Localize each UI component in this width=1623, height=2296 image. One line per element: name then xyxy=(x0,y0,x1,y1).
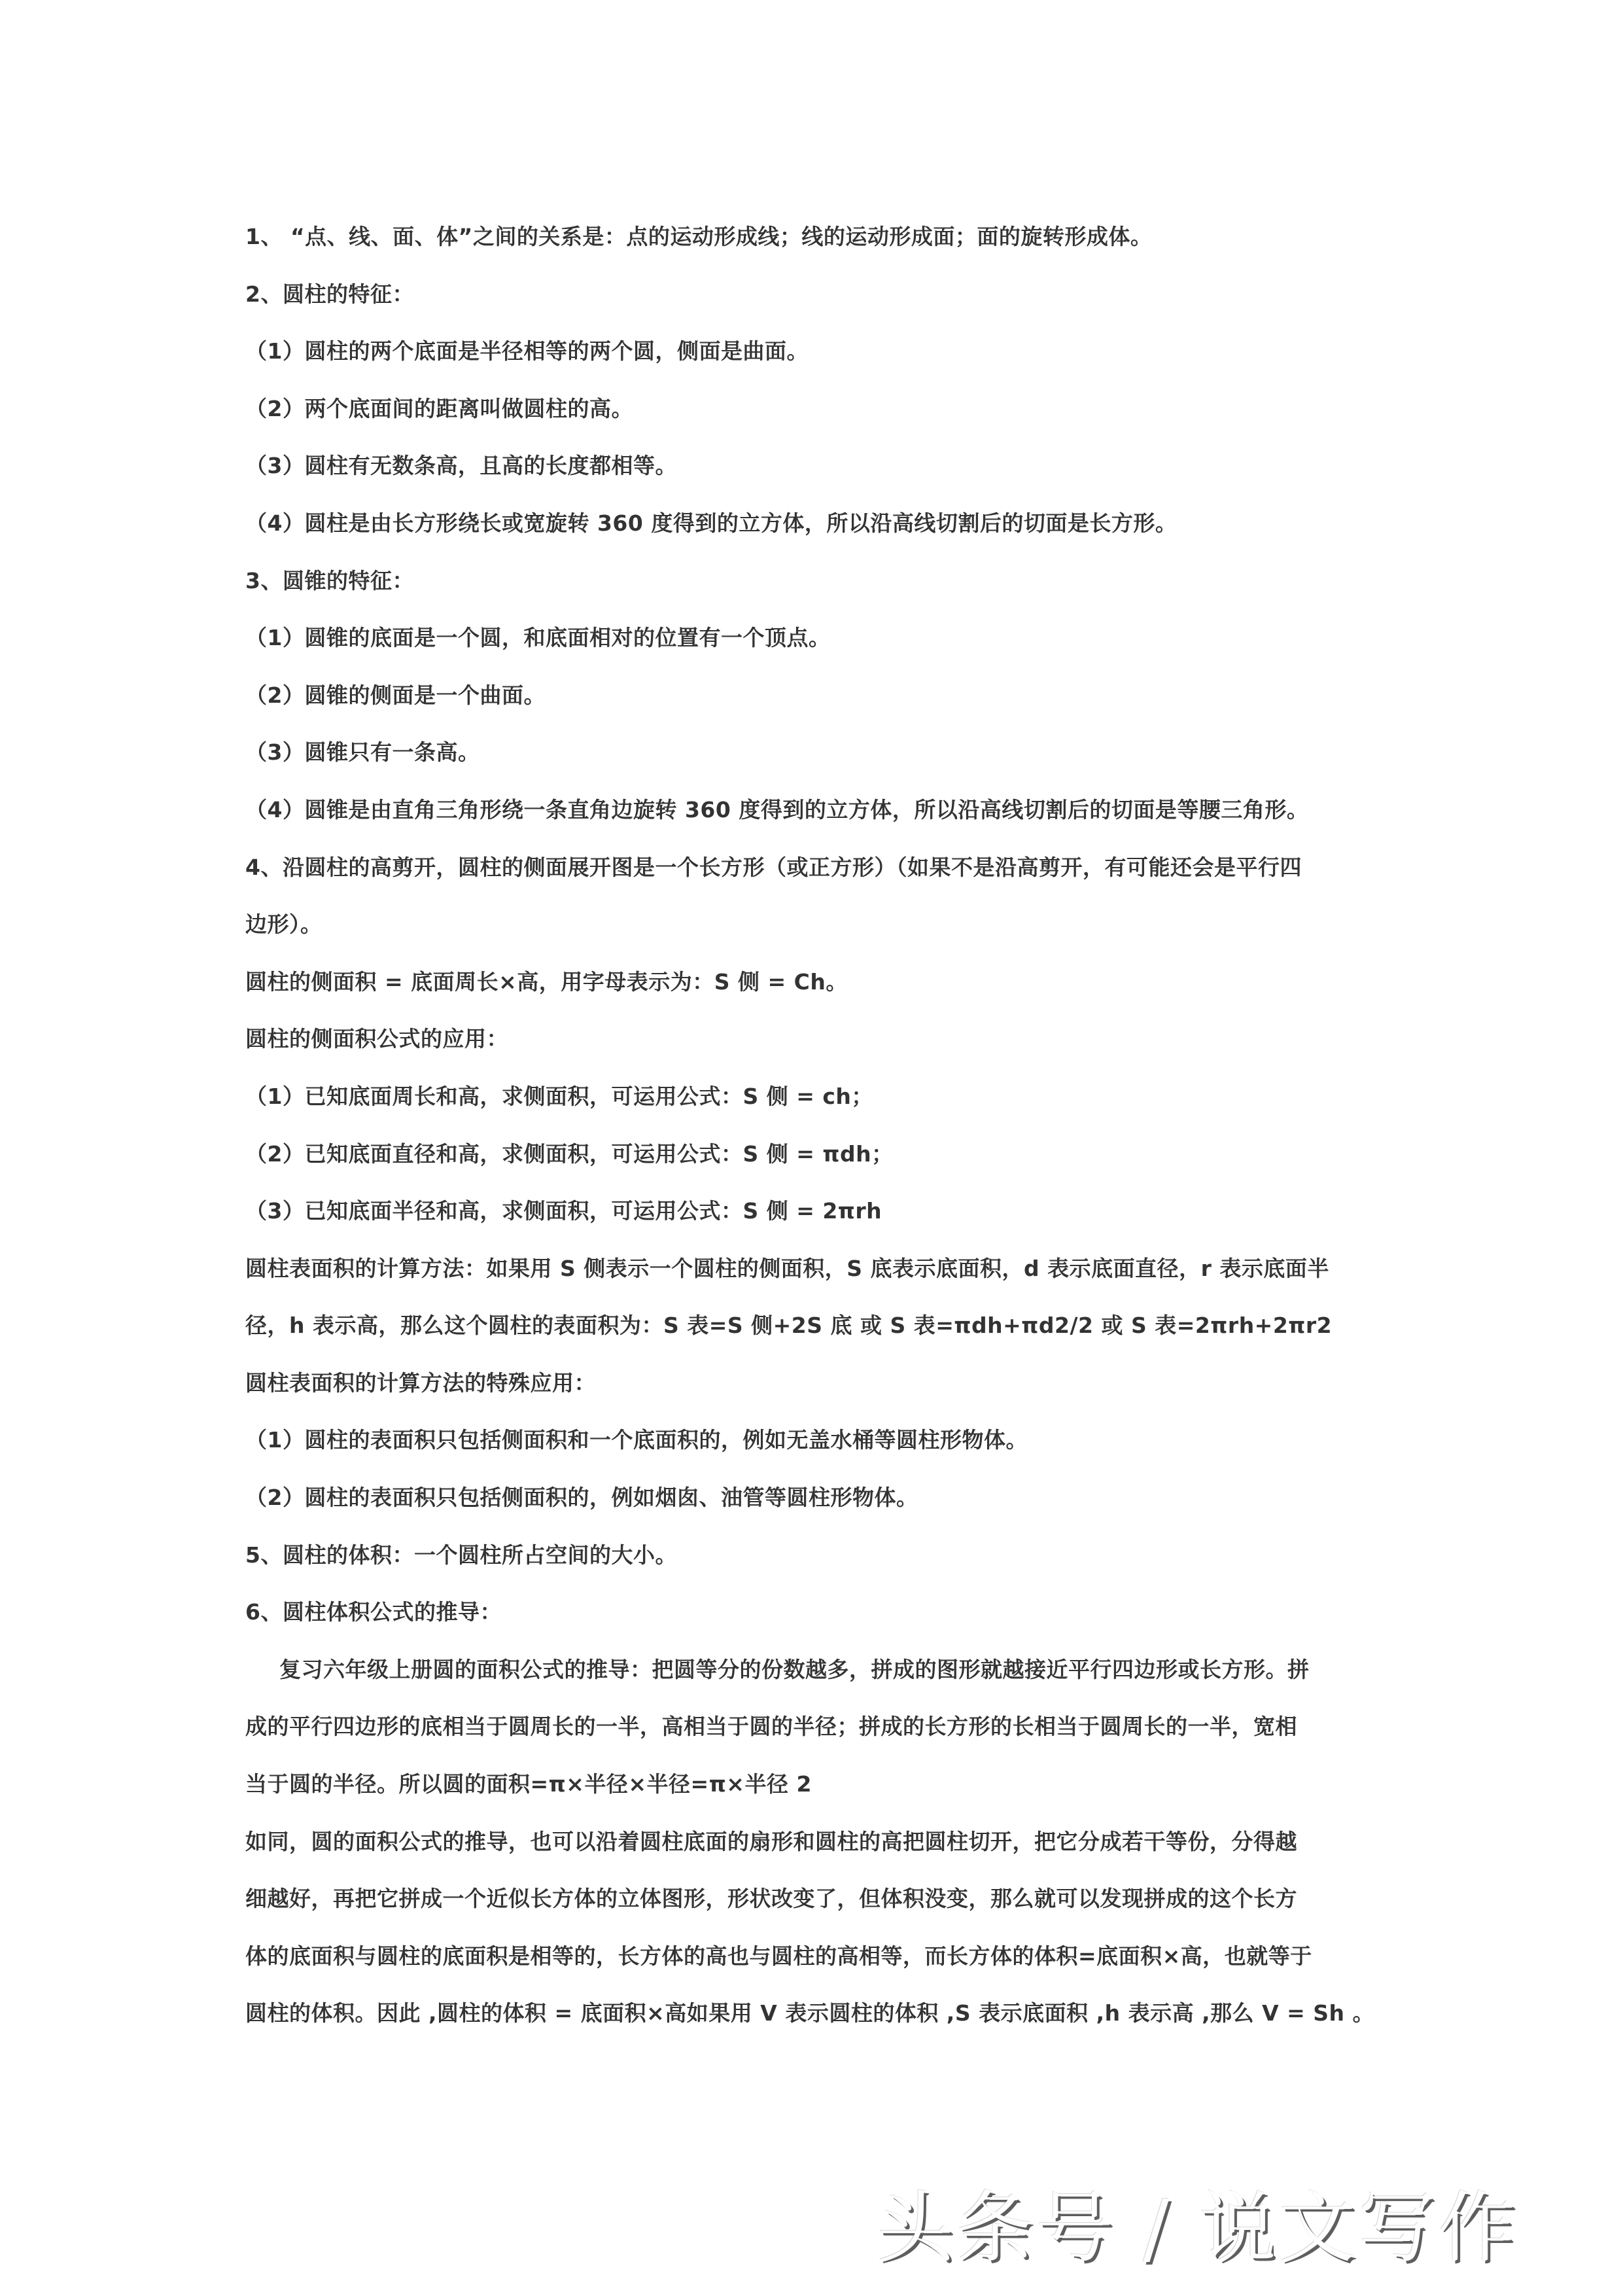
volume-formula: 圆柱的体积。因此 ,圆柱的体积 = 底面积×高如果用 V 表示圆柱的体积 ,S 表示底面积 ,h 表示高 ,那么 V = Sh 。 xyxy=(245,2000,1375,2026)
heading-cylinder-features: 2、圆柱的特征： xyxy=(245,281,414,307)
lateral-area-app-1: （1）已知底面周长和高，求侧面积，可运用公式：S 侧 = ch； xyxy=(245,1083,873,1109)
cone-feature-1: （1）圆锥的底面是一个圆，和底面相对的位置有一个顶点。 xyxy=(245,625,831,651)
cone-feature-4: （4）圆锥是由直角三角形绕一条直角边旋转 360 度得到的立方体，所以沿高线切割后的切面是等腰三角形。 xyxy=(245,796,1309,822)
lateral-unfold-text: 4、沿圆柱的高剪开，圆柱的侧面展开图是一个长方形（或正方形）（如果不是沿高剪开，有可能还会是平行四 xyxy=(245,854,1302,880)
surface-area-method: 圆柱表面积的计算方法：如果用 S 侧表示一个圆柱的侧面积，S 底表示底面积，d 表示底面直径，r 表示底面半 xyxy=(245,1255,1329,1281)
lateral-area-formula: 圆柱的侧面积 = 底面周长×高，用字母表示为：S 侧 = Ch。 xyxy=(245,968,848,995)
surface-area-special-2: （2）圆柱的表面积只包括侧面积的，例如烟囱、油管等圆柱形物体。 xyxy=(245,1485,918,1511)
heading-volume-derivation: 6、圆柱体积公式的推导： xyxy=(245,1599,502,1625)
volume-derivation-cont-1: 细越好，再把它拼成一个近似长方体的立体图形，形状改变了，但体积没变，那么就可以发现拼成的这个长方 xyxy=(245,1886,1297,1912)
heading-surface-area-special: 圆柱表面积的计算方法的特殊应用： xyxy=(245,1369,596,1396)
cylinder-feature-4: （4）圆柱是由长方形绕长或宽旋转 360 度得到的立方体，所以沿高线切割后的切面是长方形。 xyxy=(245,510,1178,536)
lateral-area-app-3: （3）已知底面半径和高，求侧面积，可运用公式：S 侧 = 2πrh xyxy=(245,1198,882,1224)
volume-derivation-cont-2: 体的底面积与圆柱的底面积是相等的，长方体的高也与圆柱的高相等，而长方体的体积=底面积×高，也就等于 xyxy=(245,1943,1312,1969)
cylinder-feature-3: （3）圆柱有无数条高，且高的长度都相等。 xyxy=(245,453,677,479)
heading-cone-features: 3、圆锥的特征： xyxy=(245,567,414,593)
cylinder-feature-1: （1）圆柱的两个底面是半径相等的两个圆，侧面是曲面。 xyxy=(245,338,809,364)
circle-area-review-cont-1: 成的平行四边形的底相当于圆周长的一半，高相当于圆的半径；拼成的长方形的长相当于圆周长的一半，宽相 xyxy=(245,1714,1297,1740)
cone-feature-2: （2）圆锥的侧面是一个曲面。 xyxy=(245,682,546,708)
lateral-area-app-2: （2）已知底面直径和高，求侧面积，可运用公式：S 侧 = πdh； xyxy=(245,1140,894,1167)
cylinder-feature-2: （2）两个底面间的距离叫做圆柱的高。 xyxy=(245,395,633,421)
watermark: 头条号 / 说文写作 xyxy=(877,2183,1518,2273)
document-body xyxy=(245,208,1380,2042)
surface-area-method-cont: 径，h 表示高，那么这个圆柱的表面积为：S 表=S 侧+2S 底 或 S 表=πdh+πd2/2 或 S 表=2πrh+2πr2 xyxy=(245,1313,1333,1339)
cylinder-volume-definition: 5、圆柱的体积：一个圆柱所占空间的大小。 xyxy=(245,1542,677,1568)
lateral-unfold-text-cont: 边形）。 xyxy=(245,911,323,938)
surface-area-special-1: （1）圆柱的表面积只包括侧面积和一个底面积的，例如无盖水桶等圆柱形物体。 xyxy=(245,1427,1028,1453)
heading-lateral-area-applications: 圆柱的侧面积公式的应用： xyxy=(245,1026,508,1052)
point-line-surface-relation: 1、 “点、线、面、体”之间的关系是：点的运动形成线；线的运动形成面；面的旋转形成体。 xyxy=(245,224,1153,249)
circle-area-review: 复习六年级上册圆的面积公式的推导：把圆等分的份数越多，拼成的图形就越接近平行四边形或长方形。拼 xyxy=(279,1656,1310,1682)
cone-feature-3: （3）圆锥只有一条高。 xyxy=(245,739,480,766)
volume-derivation: 如同，圆的面积公式的推导，也可以沿着圆柱底面的扇形和圆柱的高把圆柱切开，把它分成若干等份，分得越 xyxy=(245,1828,1297,1854)
circle-area-review-cont-2: 当于圆的半径。所以圆的面积=π×半径×半径=π×半径 2 xyxy=(245,1771,812,1797)
